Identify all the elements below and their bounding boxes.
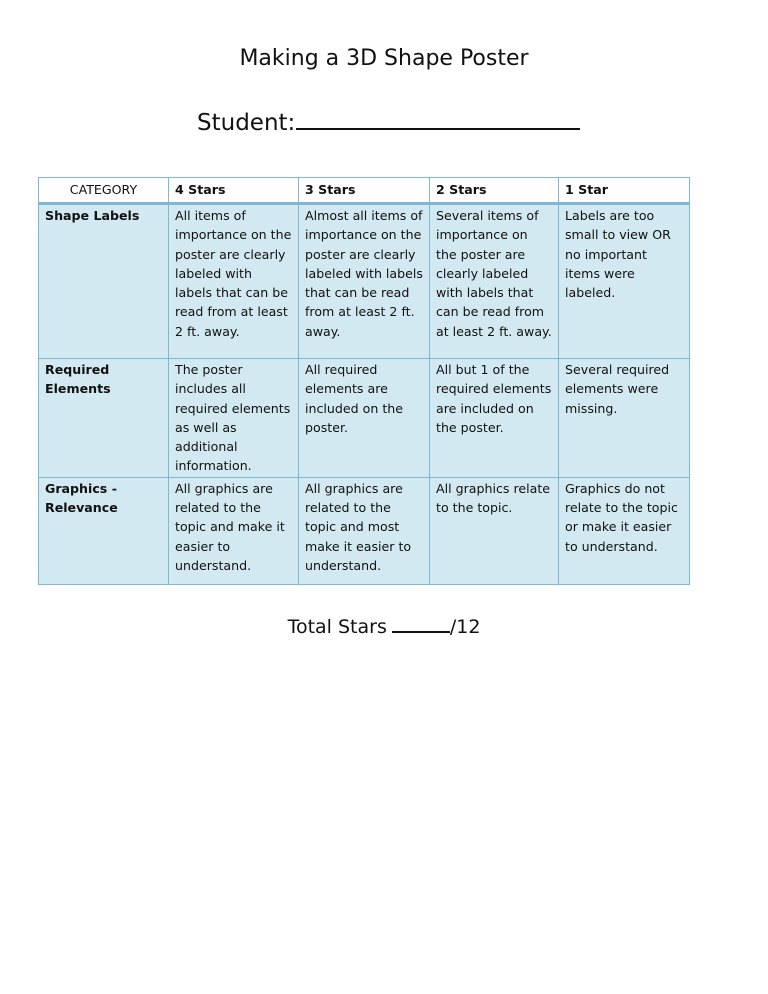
total-label: Total Stars (287, 616, 387, 638)
student-blank-line (296, 108, 580, 130)
header-3-stars: 3 Stars (299, 178, 430, 204)
table-cell: Graphics do not relate to the topic or make it easier to understand. (559, 477, 690, 584)
table-row (39, 359, 690, 478)
table-cell: All graphics are related to the topic and make it easier to understand. (169, 477, 299, 584)
row-category: Shape Labels (39, 204, 169, 359)
header-1-star: 1 Star (559, 178, 690, 204)
rubric-table (38, 177, 690, 585)
document-title: Making a 3D Shape Poster (239, 46, 529, 71)
header-2-stars: 2 Stars (430, 178, 559, 204)
student-field (197, 108, 580, 136)
row-category: Graphics - Relevance (39, 477, 169, 584)
header-category: CATEGORY (39, 178, 169, 204)
row-category: Required Elements (39, 359, 169, 478)
table-cell: All but 1 of the required elements are included on the poster. (430, 359, 559, 478)
table-cell: The poster includes all required elements as well as additional information. (169, 359, 299, 478)
table-cell: Almost all items of importance on the poster are clearly labeled with labels that can be read from at least 2 ft. away. (299, 204, 430, 359)
total-stars (0, 616, 768, 638)
table-row (39, 204, 690, 359)
total-blank-line (392, 617, 450, 633)
table-cell: All graphics are related to the topic and most make it easier to understand. (299, 477, 430, 584)
table-cell: All required elements are included on the poster. (299, 359, 430, 478)
table-row (39, 477, 690, 584)
student-label: Student: (197, 110, 296, 136)
table-cell: All graphics relate to the topic. (430, 477, 559, 584)
table-cell: Labels are too small to view OR no important items were labeled. (559, 204, 690, 359)
header-row (39, 178, 690, 204)
header-4-stars: 4 Stars (169, 178, 299, 204)
total-suffix: /12 (449, 616, 481, 638)
table-cell: All items of importance on the poster are clearly labeled with labels that can be read from at least 2 ft. away. (169, 204, 299, 359)
table-cell: Several required elements were missing. (559, 359, 690, 478)
table-cell: Several items of importance on the poster are clearly labeled with labels that can be read from at least 2 ft. away. (430, 204, 559, 359)
